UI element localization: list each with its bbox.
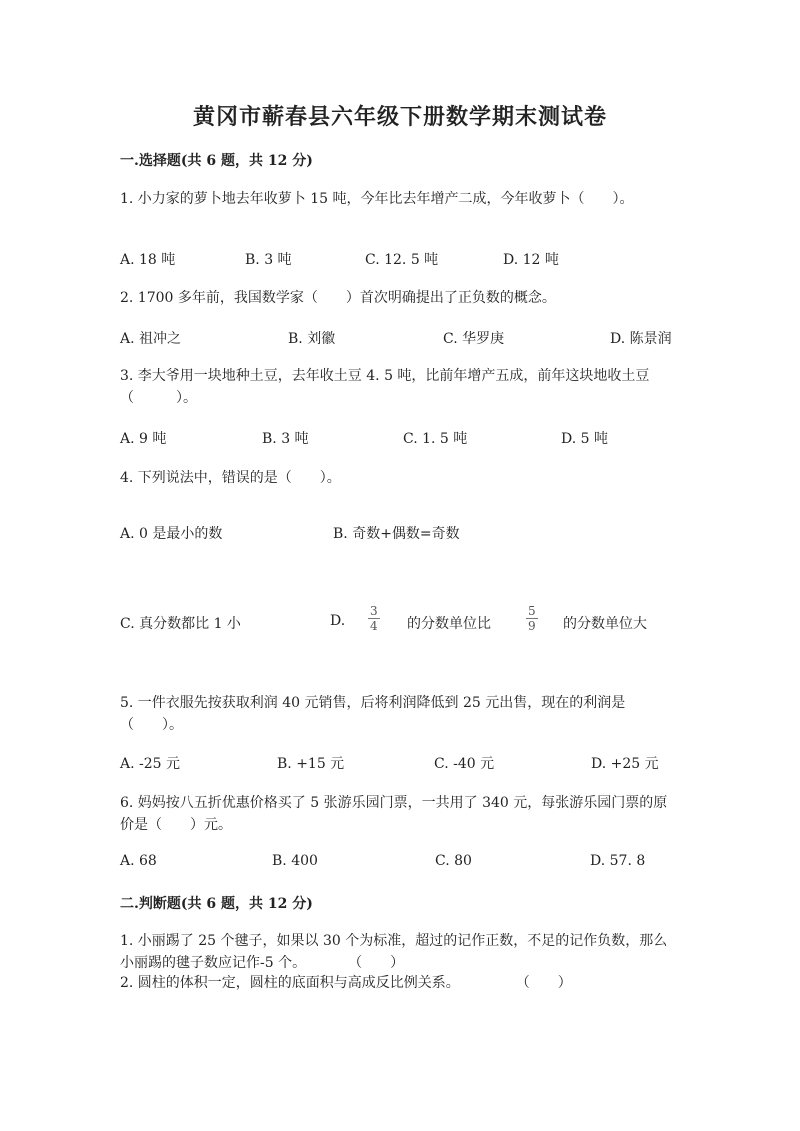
q4-option-b: B. 奇数+偶数=奇数 — [333, 526, 460, 542]
question-1-text: 1. 小力家的萝卜地去年收萝卜 15 吨，今年比去年增产二成，今年收萝卜（ ）。 — [120, 191, 634, 207]
q1-option-d: D. 12 吨 — [503, 252, 559, 268]
page-title: 黄冈市蕲春县六年级下册数学期末测试卷 — [192, 104, 607, 130]
question-5-text: 5. 一件衣服先按获取利润 40 元销售，后将利润降低到 25 元出售，现在的利润是（ ）。 — [120, 695, 626, 733]
question-4-text: 4. 下列说法中，错误的是（ ）。 — [120, 470, 341, 486]
q5-option-a: A. -25 元 — [120, 756, 181, 772]
section-heading-choice: 一.选择题(共 6 题，共 12 分) — [120, 153, 313, 169]
fraction-denominator: 9 — [528, 619, 536, 633]
q5-option-d: D. +25 元 — [591, 756, 659, 772]
judgement-1-text: 1. 小丽踢了 25 个毽子，如果以 30 个为标准，超过的记作正数，不足的记作负数，那么小丽踢的毽子数应记作-5 个。 （ ） — [120, 933, 668, 971]
q6-option-b: B. 400 — [272, 853, 318, 869]
fraction-numerator: 5 — [528, 604, 536, 618]
q4-option-d-fraction-1 — [364, 604, 384, 633]
section-heading-judgement: 二.判断题(共 6 题，共 12 分) — [120, 896, 313, 912]
q2-option-d: D. 陈景润 — [610, 331, 672, 347]
q1-option-b: B. 3 吨 — [245, 252, 292, 268]
q3-option-a: A. 9 吨 — [120, 431, 167, 447]
q3-option-d: D. 5 吨 — [561, 431, 608, 447]
q6-option-d: D. 57. 8 — [590, 853, 646, 869]
q5-option-c: C. -40 元 — [434, 756, 495, 772]
q2-option-b: B. 刘徽 — [288, 331, 336, 347]
q4-option-d-end: 的分数单位大 — [563, 616, 647, 632]
q6-option-c: C. 80 — [435, 853, 472, 869]
q4-option-a: A. 0 是最小的数 — [120, 526, 223, 542]
question-6-text: 6. 妈妈按八五折优惠价格买了 5 张游乐园门票，一共用了 340 元，每张游乐园门票的原价是（ ）元。 — [120, 795, 668, 833]
judgement-2-text: 2. 圆柱的体积一定，圆柱的底面积与高成反比例关系。 （ ） — [120, 975, 572, 991]
q4-option-d-middle: 的分数单位比 — [407, 616, 491, 632]
q3-option-c: C. 1. 5 吨 — [403, 431, 468, 447]
q6-option-a: A. 68 — [120, 853, 157, 869]
q5-option-b: B. +15 元 — [277, 756, 345, 772]
q2-option-c: C. 华罗庚 — [443, 331, 505, 347]
q1-option-a: A. 18 吨 — [120, 252, 176, 268]
q1-option-c: C. 12. 5 吨 — [365, 252, 439, 268]
question-2-text: 2. 1700 多年前，我国数学家（ ）首次明确提出了正负数的概念。 — [120, 290, 556, 306]
fraction-numerator: 3 — [370, 604, 378, 618]
q4-option-d: D. — [330, 613, 346, 629]
q2-option-a: A. 祖冲之 — [120, 331, 182, 347]
fraction-denominator: 4 — [370, 619, 378, 633]
q3-option-b: B. 3 吨 — [262, 431, 309, 447]
q4-option-d-fraction-2 — [522, 604, 542, 633]
question-3-text: 3. 李大爷用一块地种土豆，去年收土豆 4. 5 吨，比前年增产五成，前年这块地收土豆（ ）。 — [120, 368, 650, 406]
q4-option-c: C. 真分数都比 1 小 — [120, 616, 241, 632]
